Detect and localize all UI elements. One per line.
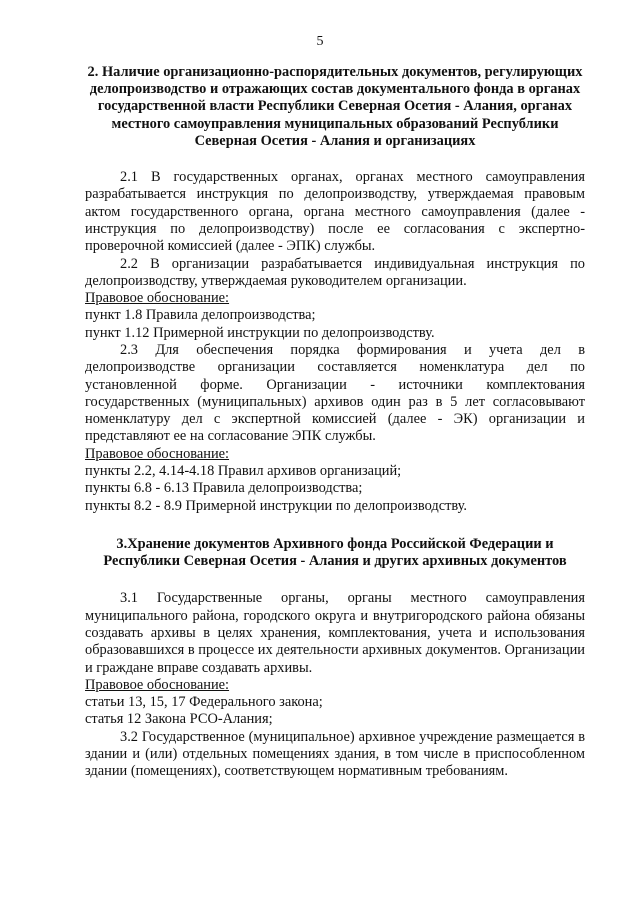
legal-basis-item: пункт 1.8 Правила делопроизводства; (85, 307, 316, 324)
section-3-title: 3.Хранение документов Архивного фонда Российской Федерации и Республики Северная Осетия - Алания и других архивных документов (103, 535, 567, 570)
legal-basis-item: пункты 8.2 - 8.9 Примерной инструкции по делопроизводству. (85, 497, 468, 514)
paragraph-2-2: 2.2 В организации разрабатывается индивидуальная инструкция по делопроизводству, утверждаемая руководителем организации. (85, 255, 585, 289)
legal-basis-item: статья 12 Закона РСО-Алания; (85, 711, 273, 728)
page-number: 5 (316, 34, 324, 49)
legal-basis-item: пункты 6.8 - 6.13 Правила делопроизводства; (85, 480, 363, 497)
paragraph-2-1: 2.1 В государственных органах, органах местного самоуправления разрабатывается инструкция по делопроизводству, утверждаемая правовым актом государственного органа, органа местного самоуправления (далее - инструкция по делопроизводству) после ее согласования с экспертно-проверочной комиссией (далее - ЭПК) службы. (85, 169, 585, 255)
legal-basis-item: пункт 1.12 Примерной инструкции по делопроизводству. (85, 324, 435, 341)
section-2-title: 2. Наличие организационно-распорядительных документов, регулирующих делопроизводство и отражающих состав документального фонда в органах государственной власти Республики Северная Осетия - Алания, органах местного самоуправления муниципальных образований Республики Северная Осетия - Алания и организациях (87, 64, 583, 149)
paragraph-3-2: 3.2 Государственное (муниципальное) архивное учреждение размещается в здании и (или) отдельных помещениях здания, в том числе в приспособленном здании (помещениях), соответствующем нормативным требованиям. (85, 728, 585, 780)
legal-basis-label: Правовое обоснование: (85, 676, 230, 693)
paragraph-2-3: 2.3 Для обеспечения порядка формирования и учета дел в делопроизводстве организации составляется номенклатура дел по установленной форме. Организации - источники комплектования государственных (муниципальных) архивов один раз в 5 лет согласовывают номенклатуру дел с экспертной комиссией (далее - ЭК) организации и представляют ее на согласование ЭПК службы. (85, 341, 585, 445)
legal-basis-item: статьи 13, 15, 17 Федерального закона; (85, 694, 323, 711)
legal-basis-label: Правовое обоснование: (85, 290, 230, 307)
paragraph-3-1: 3.1 Государственные органы, органы местного самоуправления муниципального района, городского округа и внутригородского района обязаны создавать архивы в целях хранения, комплектования, учета и использования образовавшихся в процессе их деятельности архивных документов. Организации и граждане вправе создавать архивы. (85, 590, 585, 676)
legal-basis-label: Правовое обоснование: (85, 445, 230, 462)
legal-basis-item: пункты 2.2, 4.14-4.18 Правил архивов организаций; (85, 463, 402, 480)
